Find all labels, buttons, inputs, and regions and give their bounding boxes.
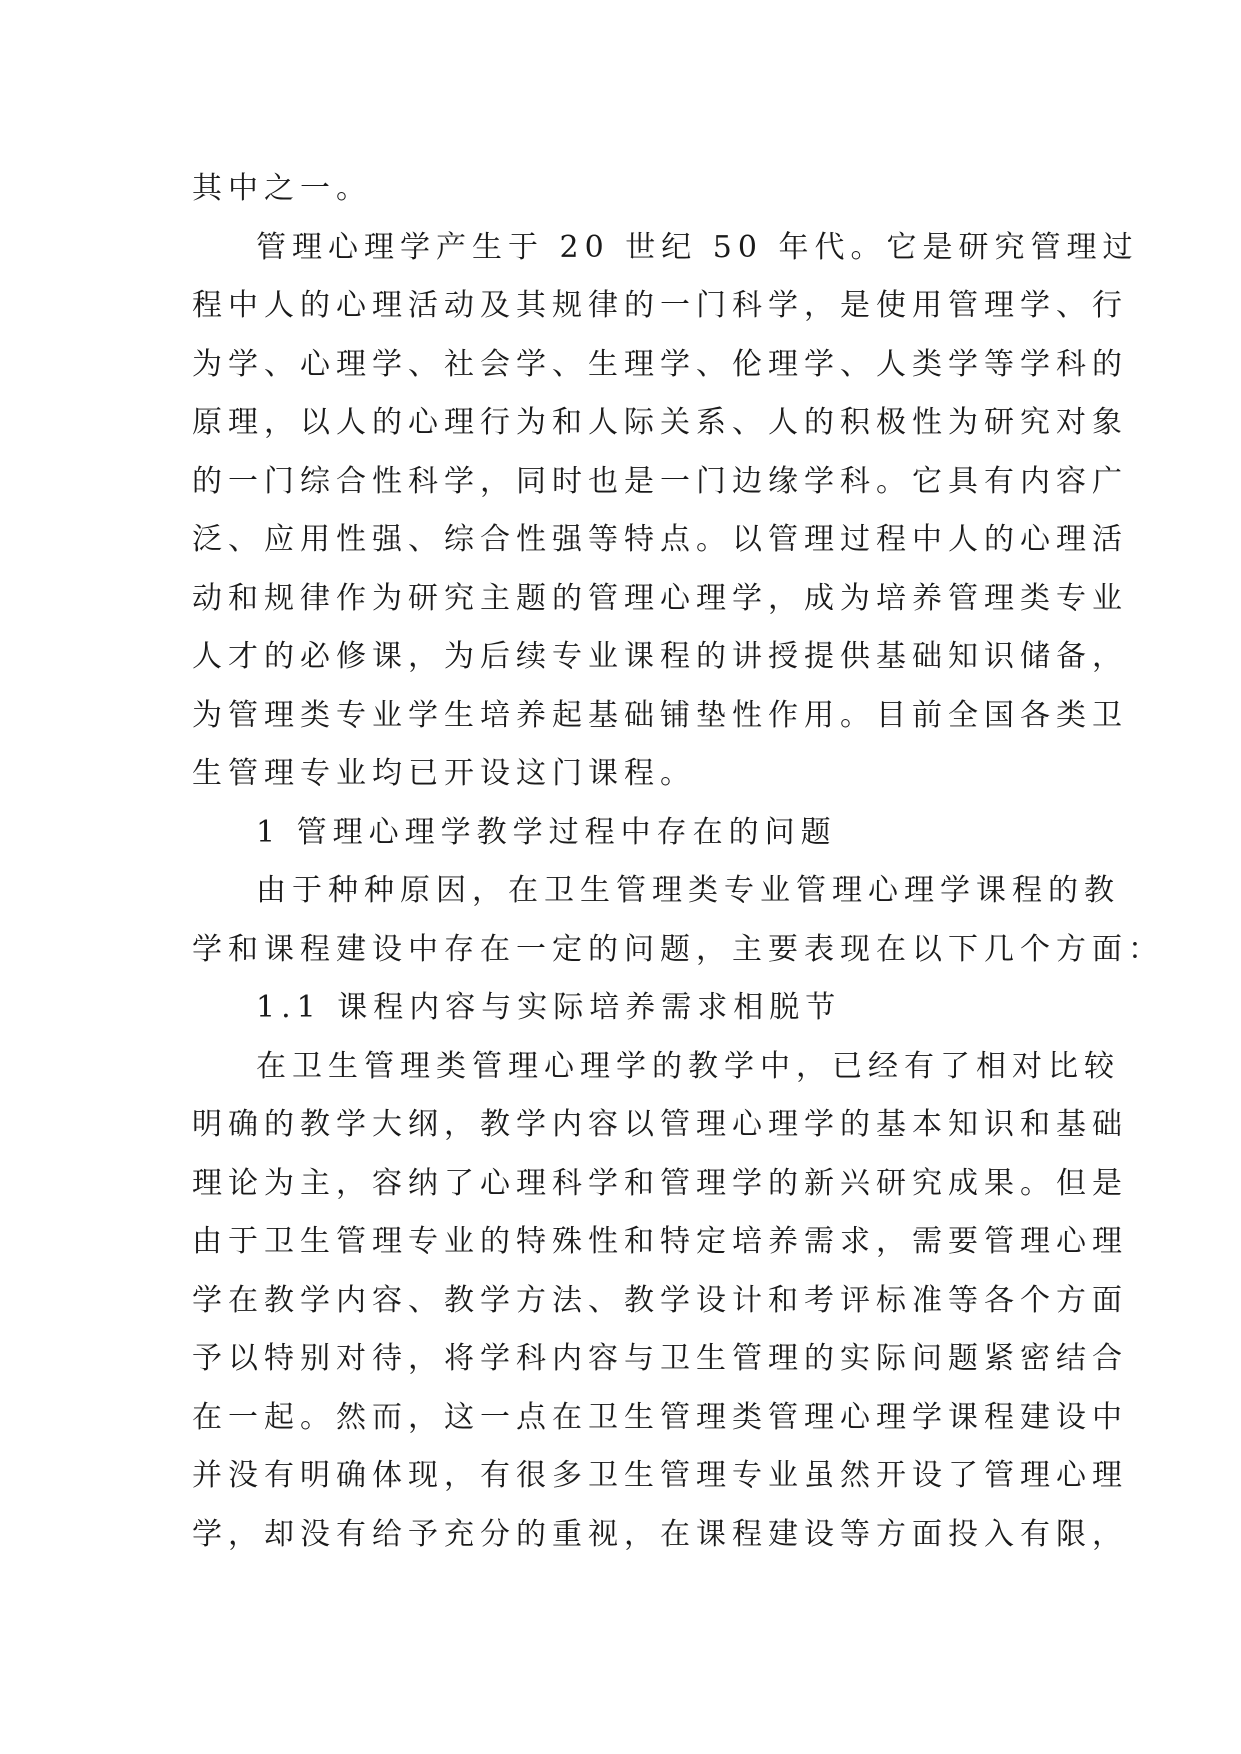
- text-line: 予以特别对待，将学科内容与卫生管理的实际问题紧密结合: [192, 1341, 1128, 1376]
- text-line: 为管理类专业学生培养起基础铺垫性作用。目前全国各类卫: [192, 697, 1128, 733]
- text-line: 泛、应用性强、综合性强等特点。以管理过程中人的心理活: [192, 522, 1128, 557]
- text-line: 由于种种原因，在卫生管理类专业管理心理学课程的教: [256, 873, 1120, 908]
- text-line: 为学、心理学、社会学、生理学、伦理学、人类学等学科的: [192, 346, 1128, 382]
- text-line: 其中之一。: [192, 171, 372, 206]
- text-line: 动和规律作为研究主题的管理心理学，成为培养管理类专业: [192, 580, 1128, 616]
- text-line: 学，却没有给予充分的重视，在课程建设等方面投入有限，: [192, 1516, 1128, 1552]
- text-line: 在一起。然而，这一点在卫生管理类管理心理学课程建设中: [192, 1399, 1128, 1435]
- text-line: 学在教学内容、教学方法、教学设计和考评标准等各个方面: [192, 1282, 1128, 1318]
- text-line: 并没有明确体现，有很多卫生管理专业虽然开设了管理心理: [192, 1458, 1128, 1493]
- text-line: 1 管理心理学教学过程中存在的问题: [256, 814, 837, 850]
- text-line: 学和课程建设中存在一定的问题，主要表现在以下几个方面：: [192, 931, 1164, 967]
- text-line: 理论为主，容纳了心理科学和管理学的新兴研究成果。但是: [192, 1165, 1128, 1201]
- text-line: 程中人的心理活动及其规律的一门科学，是使用管理学、行: [192, 288, 1128, 323]
- text-line: 由于卫生管理专业的特殊性和特定培养需求，需要管理心理: [192, 1224, 1128, 1259]
- text-line: 原理，以人的心理行为和人际关系、人的积极性为研究对象: [192, 405, 1128, 440]
- text-line: 在卫生管理类管理心理学的教学中，已经有了相对比较: [256, 1048, 1120, 1084]
- text-line: 的一门综合性科学，同时也是一门边缘学科。它具有内容广: [192, 463, 1128, 499]
- text-line: 1.1 课程内容与实际培养需求相脱节: [256, 990, 842, 1025]
- document-body: [192, 160, 1164, 1564]
- text-line: 明确的教学大纲，教学内容以管理心理学的基本知识和基础: [192, 1107, 1128, 1142]
- text-line: 人才的必修课，为后续专业课程的讲授提供基础知识储备，: [192, 639, 1128, 674]
- text-line: 生管理专业均已开设这门课程。: [192, 756, 696, 791]
- text-line: 管理心理学产生于 20 世纪 50 年代。它是研究管理过: [256, 229, 1139, 265]
